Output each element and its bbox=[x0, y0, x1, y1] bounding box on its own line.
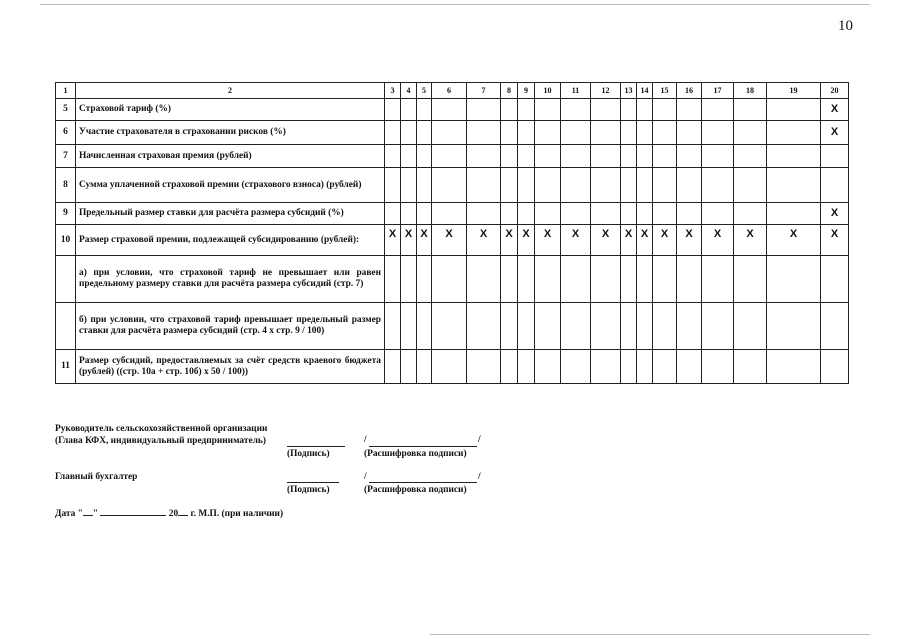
table-row bbox=[56, 303, 849, 350]
row-label: Начисленная страховая премия (рублей) bbox=[76, 145, 385, 168]
value-cell[interactable] bbox=[385, 303, 401, 350]
table-row bbox=[56, 256, 849, 303]
header-cell: 13 bbox=[621, 83, 637, 99]
header-cell: 20 bbox=[821, 83, 849, 99]
value-cell[interactable]: X bbox=[385, 225, 401, 256]
value-cell[interactable] bbox=[417, 145, 432, 168]
value-cell[interactable] bbox=[767, 168, 821, 203]
value-cell[interactable] bbox=[535, 121, 561, 145]
value-cell[interactable] bbox=[518, 303, 535, 350]
value-cell[interactable] bbox=[501, 303, 518, 350]
row-label: Размер страховой премии, подлежащей субсидированию (рублей): bbox=[76, 225, 385, 256]
accountant-decode-line[interactable] bbox=[369, 482, 477, 483]
value-cell[interactable]: X bbox=[734, 225, 767, 256]
value-cell[interactable]: X bbox=[591, 225, 621, 256]
value-cell[interactable] bbox=[637, 303, 653, 350]
head-title-line2: (Глава КФХ, индивидуальный предприниматель) bbox=[55, 436, 266, 446]
value-cell[interactable] bbox=[501, 145, 518, 168]
value-cell[interactable]: X bbox=[518, 225, 535, 256]
value-cell[interactable] bbox=[561, 168, 591, 203]
value-cell[interactable]: X bbox=[401, 225, 417, 256]
value-cell[interactable] bbox=[677, 145, 702, 168]
value-cell[interactable] bbox=[653, 145, 677, 168]
table-row bbox=[56, 203, 849, 225]
value-cell[interactable] bbox=[591, 256, 621, 303]
value-cell[interactable] bbox=[702, 99, 734, 121]
value-cell[interactable]: X bbox=[821, 121, 849, 145]
header-cell: 10 bbox=[535, 83, 561, 99]
header-cell: 18 bbox=[734, 83, 767, 99]
value-cell[interactable] bbox=[561, 350, 591, 384]
value-cell[interactable] bbox=[637, 350, 653, 384]
value-cell[interactable] bbox=[501, 99, 518, 121]
row-number: 11 bbox=[56, 350, 76, 384]
value-cell[interactable]: X bbox=[467, 225, 501, 256]
accountant-signature-caption: (Подпись) bbox=[287, 485, 330, 495]
value-cell[interactable] bbox=[621, 203, 637, 225]
value-cell[interactable] bbox=[401, 350, 417, 384]
header-cell: 7 bbox=[467, 83, 501, 99]
value-cell[interactable]: X bbox=[821, 203, 849, 225]
row-label: Участие страхователя в страховании рисков (%) bbox=[76, 121, 385, 145]
value-cell[interactable] bbox=[702, 350, 734, 384]
row-label: а) при условии, что страховой тариф не превышает или равен предельному размеру ставки для расчёта размера субсидий (стр. 7) bbox=[76, 256, 385, 303]
value-cell[interactable] bbox=[501, 121, 518, 145]
value-cell[interactable] bbox=[677, 350, 702, 384]
row-number: 5 bbox=[56, 99, 76, 121]
value-cell[interactable] bbox=[734, 256, 767, 303]
value-cell[interactable] bbox=[432, 145, 467, 168]
value-cell[interactable] bbox=[821, 168, 849, 203]
value-cell[interactable] bbox=[767, 99, 821, 121]
accountant-decode-caption: (Расшифровка подписи) bbox=[364, 485, 467, 495]
value-cell[interactable] bbox=[591, 168, 621, 203]
row-number: 6 bbox=[56, 121, 76, 145]
header-cell: 3 bbox=[385, 83, 401, 99]
value-cell[interactable]: X bbox=[821, 225, 849, 256]
value-cell[interactable]: X bbox=[417, 225, 432, 256]
value-cell[interactable] bbox=[677, 121, 702, 145]
value-cell[interactable] bbox=[637, 256, 653, 303]
value-cell[interactable] bbox=[702, 145, 734, 168]
value-cell[interactable] bbox=[821, 303, 849, 350]
table-row bbox=[56, 145, 849, 168]
value-cell[interactable] bbox=[561, 203, 591, 225]
value-cell[interactable] bbox=[401, 99, 417, 121]
value-cell[interactable] bbox=[518, 256, 535, 303]
table-row bbox=[56, 99, 849, 121]
value-cell[interactable] bbox=[677, 99, 702, 121]
value-cell[interactable] bbox=[385, 145, 401, 168]
head-decode-line[interactable] bbox=[369, 446, 477, 447]
value-cell[interactable] bbox=[653, 203, 677, 225]
value-cell[interactable] bbox=[702, 303, 734, 350]
row-label: Размер субсидий, предоставляемых за счёт средств краевого бюджета (рублей) ((стр. 10а + стр. 10б) х 50 / 100)) bbox=[76, 350, 385, 384]
head-signature-line[interactable] bbox=[287, 446, 345, 447]
form-table bbox=[55, 82, 849, 384]
value-cell[interactable] bbox=[637, 121, 653, 145]
value-cell[interactable] bbox=[677, 168, 702, 203]
value-cell[interactable] bbox=[535, 350, 561, 384]
value-cell[interactable] bbox=[621, 145, 637, 168]
value-cell[interactable] bbox=[401, 203, 417, 225]
value-cell[interactable] bbox=[432, 168, 467, 203]
value-cell[interactable] bbox=[467, 350, 501, 384]
accountant-signature-line[interactable] bbox=[287, 482, 339, 483]
value-cell[interactable]: X bbox=[501, 225, 518, 256]
header-cell: 4 bbox=[401, 83, 417, 99]
header-cell: 9 bbox=[518, 83, 535, 99]
value-cell[interactable] bbox=[518, 168, 535, 203]
value-cell[interactable] bbox=[561, 145, 591, 168]
row-number: 9 bbox=[56, 203, 76, 225]
value-cell[interactable] bbox=[401, 168, 417, 203]
row-number: 10 bbox=[56, 225, 76, 256]
header-cell: 16 bbox=[677, 83, 702, 99]
value-cell[interactable] bbox=[535, 203, 561, 225]
head-slash-right: / bbox=[478, 435, 481, 445]
head-slash-left: / bbox=[364, 435, 367, 445]
value-cell[interactable] bbox=[385, 203, 401, 225]
value-cell[interactable] bbox=[591, 303, 621, 350]
table-row bbox=[56, 225, 849, 256]
row-label: б) при условии, что страховой тариф превышает предельный размер ставки для расчёта размера субсидий (стр. 4 х стр. 9 / 100) bbox=[76, 303, 385, 350]
value-cell[interactable] bbox=[702, 256, 734, 303]
date-quote: " bbox=[92, 509, 99, 519]
value-cell[interactable] bbox=[432, 303, 467, 350]
value-cell[interactable] bbox=[432, 99, 467, 121]
value-cell[interactable] bbox=[501, 350, 518, 384]
value-cell[interactable] bbox=[702, 168, 734, 203]
value-cell[interactable] bbox=[401, 303, 417, 350]
value-cell[interactable] bbox=[621, 350, 637, 384]
header-cell: 6 bbox=[432, 83, 467, 99]
row-number: 7 bbox=[56, 145, 76, 168]
table-row bbox=[56, 121, 849, 145]
value-cell[interactable] bbox=[591, 121, 621, 145]
value-cell[interactable] bbox=[417, 350, 432, 384]
header-cell: 1 bbox=[56, 83, 76, 99]
value-cell[interactable] bbox=[417, 303, 432, 350]
value-cell[interactable] bbox=[734, 121, 767, 145]
row-label: Сумма уплаченной страховой премии (страхового взноса) (рублей) bbox=[76, 168, 385, 203]
value-cell[interactable] bbox=[401, 121, 417, 145]
row-label: Страховой тариф (%) bbox=[76, 99, 385, 121]
value-cell[interactable] bbox=[561, 303, 591, 350]
value-cell[interactable] bbox=[561, 121, 591, 145]
header-cell: 17 bbox=[702, 83, 734, 99]
value-cell[interactable] bbox=[591, 145, 621, 168]
value-cell[interactable] bbox=[767, 256, 821, 303]
date-year-field[interactable] bbox=[178, 515, 188, 516]
date-line bbox=[55, 509, 283, 519]
date-day-field[interactable] bbox=[83, 515, 93, 516]
value-cell[interactable] bbox=[535, 99, 561, 121]
value-cell[interactable] bbox=[621, 99, 637, 121]
page-number: 10 bbox=[838, 18, 853, 34]
row-number: 8 bbox=[56, 168, 76, 203]
header-cell: 14 bbox=[637, 83, 653, 99]
value-cell[interactable] bbox=[653, 121, 677, 145]
row-label: Предельный размер ставки для расчёта размера субсидий (%) bbox=[76, 203, 385, 225]
value-cell[interactable] bbox=[501, 168, 518, 203]
value-cell[interactable] bbox=[467, 99, 501, 121]
accountant-slash-left: / bbox=[364, 472, 367, 482]
table-row bbox=[56, 168, 849, 203]
top-rule bbox=[40, 4, 870, 5]
value-cell[interactable] bbox=[432, 350, 467, 384]
value-cell[interactable]: X bbox=[432, 225, 467, 256]
value-cell[interactable] bbox=[518, 203, 535, 225]
value-cell[interactable] bbox=[401, 256, 417, 303]
value-cell[interactable] bbox=[501, 203, 518, 225]
value-cell[interactable] bbox=[734, 145, 767, 168]
value-cell[interactable] bbox=[401, 145, 417, 168]
value-cell[interactable] bbox=[518, 350, 535, 384]
value-cell[interactable] bbox=[385, 168, 401, 203]
value-cell[interactable] bbox=[821, 256, 849, 303]
value-cell[interactable] bbox=[467, 303, 501, 350]
header-cell: 11 bbox=[561, 83, 591, 99]
value-cell[interactable] bbox=[417, 256, 432, 303]
value-cell[interactable] bbox=[677, 303, 702, 350]
value-cell[interactable] bbox=[417, 121, 432, 145]
value-cell[interactable] bbox=[821, 145, 849, 168]
header-cell: 5 bbox=[417, 83, 432, 99]
head-signature-caption: (Подпись) bbox=[287, 449, 330, 459]
row-number bbox=[56, 256, 76, 303]
value-cell[interactable] bbox=[734, 168, 767, 203]
value-cell[interactable] bbox=[637, 145, 653, 168]
value-cell[interactable]: X bbox=[535, 225, 561, 256]
value-cell[interactable] bbox=[653, 256, 677, 303]
value-cell[interactable] bbox=[767, 145, 821, 168]
header-cell: 8 bbox=[501, 83, 518, 99]
value-cell[interactable] bbox=[518, 145, 535, 168]
value-cell[interactable] bbox=[385, 99, 401, 121]
value-cell[interactable] bbox=[467, 168, 501, 203]
value-cell[interactable] bbox=[417, 203, 432, 225]
value-cell[interactable] bbox=[621, 256, 637, 303]
value-cell[interactable] bbox=[637, 203, 653, 225]
value-cell[interactable] bbox=[467, 121, 501, 145]
value-cell[interactable] bbox=[767, 350, 821, 384]
header-cell: 2 bbox=[76, 83, 385, 99]
value-cell[interactable] bbox=[734, 99, 767, 121]
value-cell[interactable] bbox=[432, 203, 467, 225]
accountant-title: Главный бухгалтер bbox=[55, 472, 138, 482]
value-cell[interactable] bbox=[734, 203, 767, 225]
value-cell[interactable]: X bbox=[637, 225, 653, 256]
value-cell[interactable] bbox=[734, 303, 767, 350]
value-cell[interactable] bbox=[621, 168, 637, 203]
value-cell[interactable] bbox=[535, 145, 561, 168]
value-cell[interactable] bbox=[518, 121, 535, 145]
value-cell[interactable] bbox=[767, 203, 821, 225]
header-row bbox=[56, 83, 849, 99]
row-number bbox=[56, 303, 76, 350]
value-cell[interactable] bbox=[385, 256, 401, 303]
value-cell[interactable] bbox=[653, 350, 677, 384]
value-cell[interactable] bbox=[677, 203, 702, 225]
value-cell[interactable] bbox=[535, 303, 561, 350]
header-cell: 19 bbox=[767, 83, 821, 99]
value-cell[interactable] bbox=[767, 303, 821, 350]
value-cell[interactable] bbox=[417, 99, 432, 121]
value-cell[interactable] bbox=[561, 99, 591, 121]
date-year-prefix: 20 bbox=[168, 509, 179, 519]
value-cell[interactable] bbox=[702, 121, 734, 145]
value-cell[interactable]: X bbox=[677, 225, 702, 256]
value-cell[interactable] bbox=[591, 350, 621, 384]
value-cell[interactable] bbox=[432, 256, 467, 303]
date-suffix: г. М.П. (при наличии) bbox=[188, 509, 284, 519]
value-cell[interactable] bbox=[591, 99, 621, 121]
value-cell[interactable] bbox=[637, 168, 653, 203]
value-cell[interactable] bbox=[653, 168, 677, 203]
value-cell[interactable] bbox=[501, 256, 518, 303]
value-cell[interactable] bbox=[417, 168, 432, 203]
value-cell[interactable] bbox=[535, 168, 561, 203]
value-cell[interactable]: X bbox=[653, 225, 677, 256]
accountant-slash-right: / bbox=[478, 472, 481, 482]
value-cell[interactable] bbox=[467, 203, 501, 225]
value-cell[interactable]: X bbox=[702, 225, 734, 256]
head-decode-caption: (Расшифровка подписи) bbox=[364, 449, 467, 459]
value-cell[interactable] bbox=[653, 99, 677, 121]
value-cell[interactable] bbox=[621, 303, 637, 350]
value-cell[interactable] bbox=[653, 303, 677, 350]
value-cell[interactable] bbox=[535, 256, 561, 303]
head-title-line1: Руководитель сельскохозяйственной организации bbox=[55, 424, 268, 434]
value-cell[interactable] bbox=[767, 121, 821, 145]
value-cell[interactable]: X bbox=[767, 225, 821, 256]
value-cell[interactable] bbox=[467, 145, 501, 168]
value-cell[interactable] bbox=[734, 350, 767, 384]
value-cell[interactable]: X bbox=[561, 225, 591, 256]
value-cell[interactable] bbox=[467, 256, 501, 303]
value-cell[interactable] bbox=[432, 121, 467, 145]
value-cell[interactable] bbox=[677, 256, 702, 303]
value-cell[interactable]: X bbox=[821, 99, 849, 121]
date-month-field[interactable] bbox=[100, 515, 166, 516]
value-cell[interactable] bbox=[591, 203, 621, 225]
value-cell[interactable] bbox=[385, 350, 401, 384]
date-prefix: Дата " bbox=[55, 509, 83, 519]
table-row bbox=[56, 350, 849, 384]
value-cell[interactable]: X bbox=[621, 225, 637, 256]
value-cell[interactable] bbox=[821, 350, 849, 384]
value-cell[interactable] bbox=[621, 121, 637, 145]
value-cell[interactable] bbox=[518, 99, 535, 121]
value-cell[interactable] bbox=[385, 121, 401, 145]
header-cell: 15 bbox=[653, 83, 677, 99]
header-cell: 12 bbox=[591, 83, 621, 99]
value-cell[interactable] bbox=[637, 99, 653, 121]
value-cell[interactable] bbox=[561, 256, 591, 303]
value-cell[interactable] bbox=[702, 203, 734, 225]
bottom-rule bbox=[430, 634, 870, 635]
